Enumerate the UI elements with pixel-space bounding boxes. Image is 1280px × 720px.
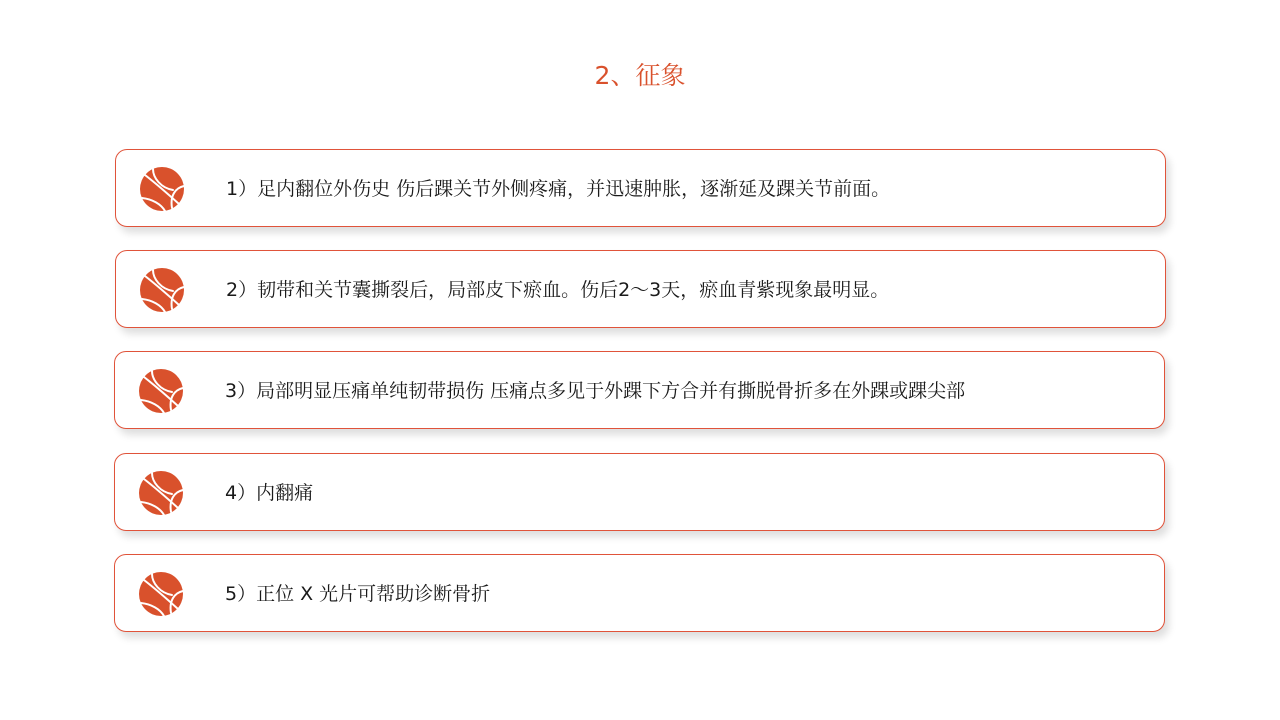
basketball-icon <box>139 166 185 212</box>
list-item <box>115 250 1166 328</box>
item-text: 5）正位 X 光片可帮助诊断骨折 <box>225 583 491 605</box>
item-text: 1）足内翻位外伤史 伤后踝关节外侧疼痛，并迅速肿胀，逐渐延及踝关节前面。 <box>226 178 891 200</box>
list-item <box>114 554 1165 632</box>
basketball-icon <box>138 571 184 617</box>
basketball-icon <box>138 470 184 516</box>
basketball-icon <box>138 368 184 414</box>
list-item <box>115 149 1166 227</box>
basketball-icon <box>139 267 185 313</box>
item-text: 3）局部明显压痛单纯韧带损伤 压痛点多见于外踝下方合并有撕脱骨折多在外踝或踝尖部 <box>225 380 966 402</box>
slide-title: 2、征象 <box>594 61 686 90</box>
list-item <box>114 351 1165 429</box>
list-item <box>114 453 1165 531</box>
item-text: 4）内翻痛 <box>225 482 314 504</box>
item-text: 2）韧带和关节囊撕裂后，局部皮下瘀血。伤后2～3天，瘀血青紫现象最明显。 <box>226 279 890 301</box>
